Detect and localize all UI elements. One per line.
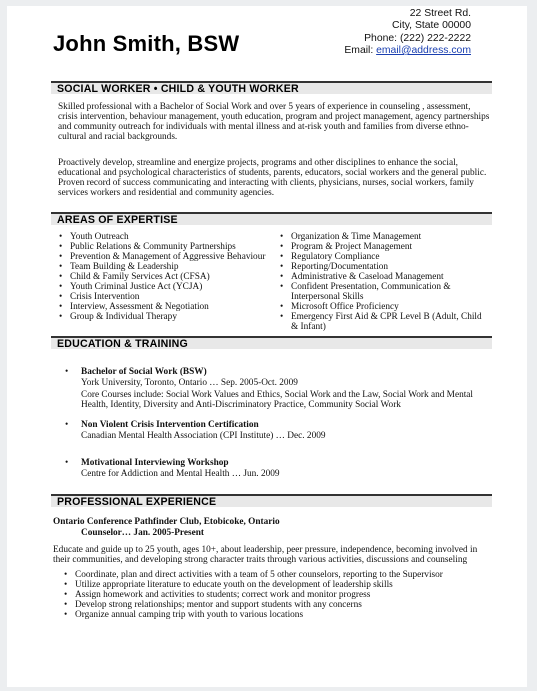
expertise-item: • Interview, Assessment & Negotiation (58, 302, 268, 312)
expertise-item: • Confident Presentation, Communication & Interpersonal Skills (279, 282, 485, 302)
duty-item: • Organize annual camping trip with youth to various locations (63, 610, 488, 620)
address-line-1: 22 Street Rd. (409, 8, 471, 19)
duty-item: • Coordinate, plan and direct activities with a team of 5 other counselors, reporting to the Supervisor (63, 570, 488, 580)
expertise-item: • Microsoft Office Proficiency (279, 302, 485, 312)
duty-item: • Assign homework and activities to students; correct work and monitor progress (63, 590, 488, 600)
job-summary: Educate and guide up to 25 youth, ages 10+, about leadership, peer pressure, independence, becoming involved in their communities, and developing strong character traits through various activities, discussions and counseling (53, 545, 478, 565)
expertise-item: • Regulatory Compliance (279, 252, 485, 262)
experience-heading: PROFESSIONAL EXPERIENCE (51, 494, 492, 507)
degree-school: York University, Toronto, Ontario … Sep. 2005-Oct. 2009 (81, 378, 298, 388)
job-role: Counselor… Jan. 2005-Present (81, 528, 205, 538)
address-line-2: City, State 00000 (392, 20, 471, 32)
job-duties (63, 570, 488, 620)
bullet-glyph: • (65, 458, 69, 468)
expertise-left-column (58, 232, 268, 322)
workshop-title: Motivational Interviewing Workshop (81, 458, 229, 468)
expertise-right-column (279, 232, 485, 332)
expertise-item: • Youth Outreach (58, 232, 268, 242)
email-link[interactable]: email@address.com (376, 44, 471, 56)
expertise-item: • Emergency First Aid & CPR Level B (Adult, Child & Infant) (279, 312, 485, 332)
expertise-item: • Crisis Intervention (58, 292, 268, 302)
expertise-item: • Team Building & Leadership (58, 262, 268, 272)
expertise-item: • Group & Individual Therapy (58, 312, 268, 322)
workshop-provider: Centre for Addiction and Mental Health … Jun. 2009 (81, 469, 280, 479)
expertise-heading: AREAS OF EXPERTISE (51, 212, 492, 225)
expertise-item: • Administrative & Caseload Management (279, 272, 485, 282)
expertise-item: • Program & Project Management (279, 242, 485, 252)
education-heading: EDUCATION & TRAINING (51, 336, 492, 349)
expertise-item: • Public Relations & Community Partnerships (58, 242, 268, 252)
summary-paragraph-1: Skilled professional with a Bachelor of Social Work and over 5 years of experience in counseling , assessment, crisis intervention, behaviour management, youth education, program and project management, agency partnerships and community outreach for individuals with mental illness and at-risk youth and families from diverse ethno-cultural and racial backgrounds. (58, 102, 490, 142)
expertise-item: • Prevention & Management of Aggressive Behaviour (58, 252, 268, 262)
bullet-glyph: • (65, 420, 69, 430)
expertise-item: • Child & Family Services Act (CFSA) (58, 272, 268, 282)
resume-sheet (7, 6, 527, 687)
summary-heading: SOCIAL WORKER • CHILD & YOUTH WORKER (51, 81, 492, 94)
summary-paragraph-2: Proactively develop, streamline and energize projects, programs and other disciplines to enhance the social, educational and psychological characteristics of students, parents, educators, social workers and the general public. Proven record of success communicating and interacting with clients, physicians, nurses, social workers, family services workers and residential and community agencies. (58, 158, 487, 198)
certification-provider: Canadian Mental Health Association (CPI Institute) … Dec. 2009 (81, 431, 326, 441)
duty-item: • Develop strong relationships; mentor and support students with any concerns (63, 600, 488, 610)
certification-title: Non Violent Crisis Intervention Certification (81, 420, 259, 430)
degree-title: Bachelor of Social Work (BSW) (81, 367, 207, 377)
contact-block (344, 8, 471, 57)
phone-line: Phone: (222) 222-2222 (364, 32, 471, 44)
degree-courses: Core Courses include: Social Work Values and Ethics, Social Work and the Law, Social Work and Mental Health, Identity, Diversity and Anti-Discriminatory Practice, Community Social Work (81, 390, 474, 410)
candidate-name: John Smith, BSW (53, 31, 240, 56)
employer-name: Ontario Conference Pathfinder Club, Etobicoke, Ontario (53, 517, 280, 527)
duty-item: • Utilize appropriate literature to educate youth on the development of leadership skills (63, 580, 488, 590)
expertise-item: • Reporting/Documentation (279, 262, 485, 272)
expertise-item: • Youth Criminal Justice Act (YCJA) (58, 282, 268, 292)
email-label: Email: (344, 44, 377, 56)
email-line (344, 45, 471, 57)
expertise-item: • Organization & Time Management (279, 232, 485, 242)
bullet-glyph: • (65, 367, 69, 377)
